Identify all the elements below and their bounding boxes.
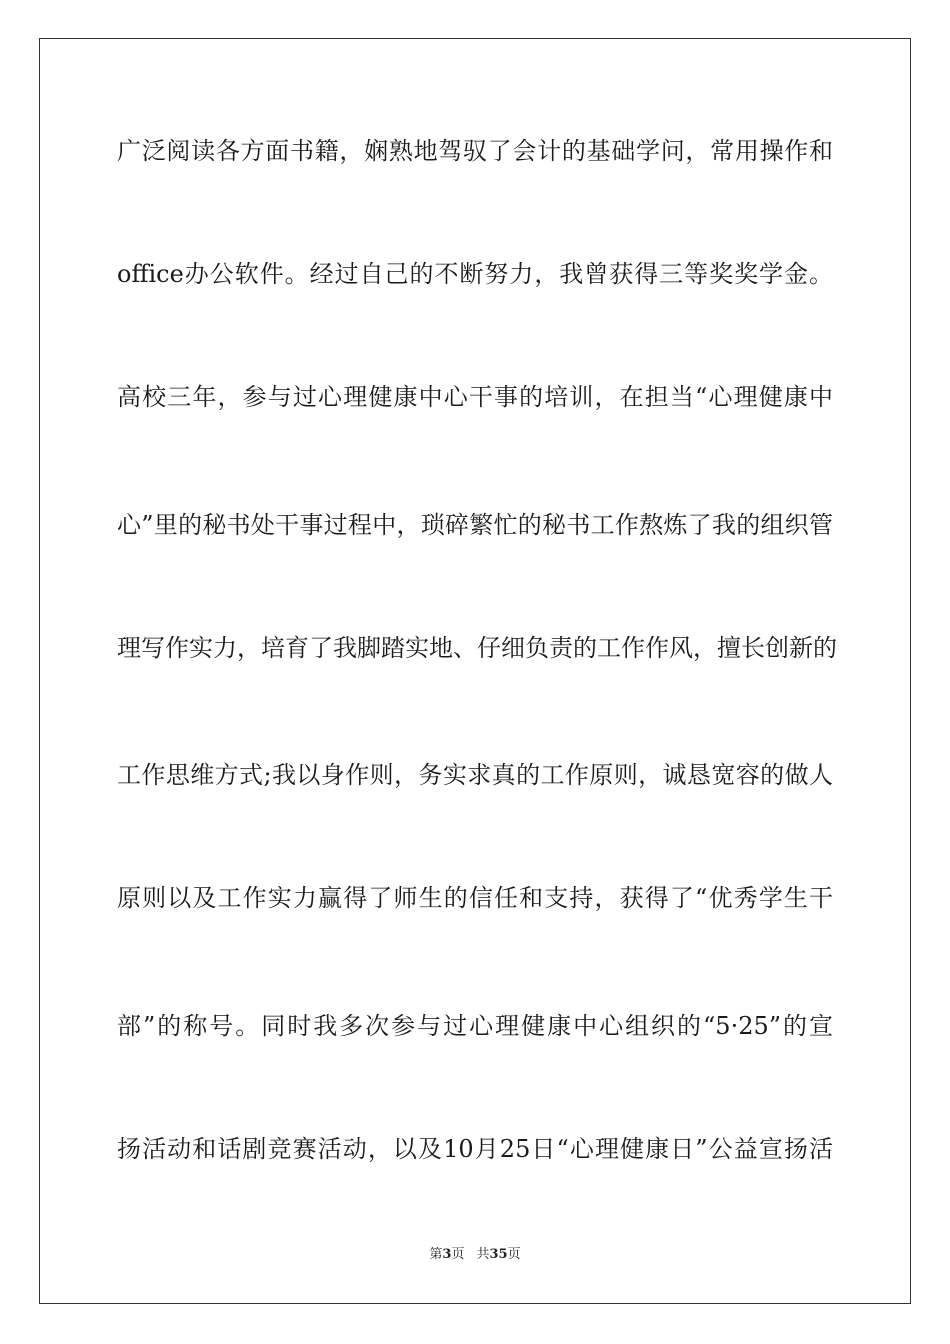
footer-total-prefix: 共 bbox=[476, 1247, 490, 1262]
text-line-6: 工作思维方式;我以身作则，务实求真的工作原则，诚恳宽容的做人 bbox=[117, 761, 833, 789]
text-line-1: 广泛阅读各方面书籍，娴熟地驾驭了会计的基础学问，常用操作和 bbox=[117, 137, 833, 165]
footer-page-suffix: 页 bbox=[451, 1247, 465, 1262]
text-line-9: 扬活动和话剧竞赛活动，以及10月25日“心理健康日”公益宣扬活 bbox=[117, 1135, 833, 1163]
footer-page-prefix: 第 bbox=[429, 1247, 443, 1262]
page-border bbox=[39, 38, 911, 1304]
text-line-5: 理写作实力，培育了我脚踏实地、仔细负责的工作作风，擅长创新的 bbox=[117, 634, 837, 662]
text-line-2: office办公软件。经过自己的不断努力，我曾获得三等奖奖学金。 bbox=[117, 260, 833, 288]
footer-total-suffix: 页 bbox=[507, 1247, 521, 1262]
text-line-7: 原则以及工作实力赢得了师生的信任和支持，获得了“优秀学生干 bbox=[117, 884, 833, 912]
footer-page-number: 3 bbox=[442, 1247, 452, 1262]
footer-total-pages: 35 bbox=[489, 1247, 508, 1262]
text-line-8: 部”的称号。同时我多次参与过心理健康中心组织的“5·25”的宣 bbox=[117, 1012, 833, 1040]
text-line-3: 高校三年，参与过心理健康中心干事的培训，在担当“心理健康中 bbox=[117, 383, 833, 411]
text-line-4: 心”里的秘书处干事过程中，琐碎繁忙的秘书工作熬炼了我的组织管 bbox=[117, 511, 833, 539]
page-footer bbox=[0, 1246, 950, 1264]
